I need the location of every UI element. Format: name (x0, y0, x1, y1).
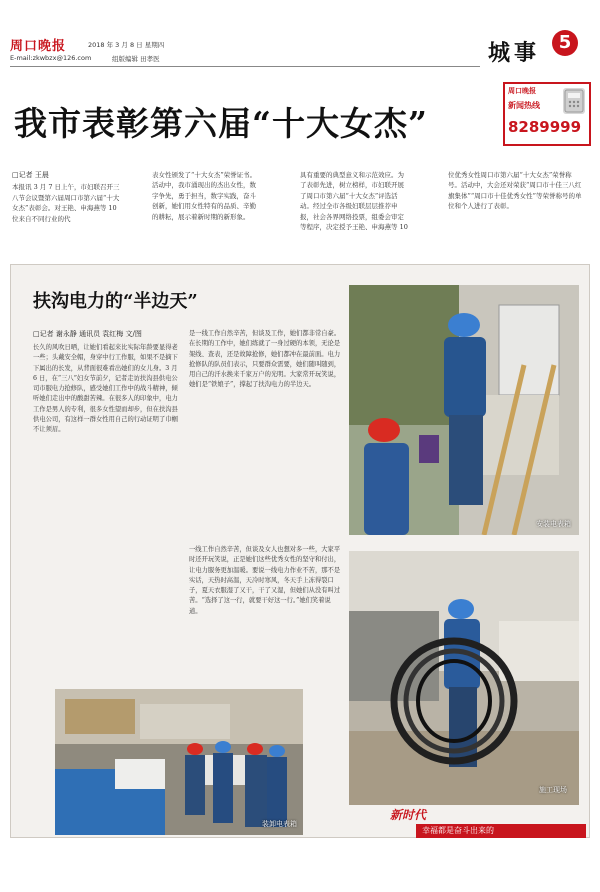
section-title: 城事 (488, 40, 541, 66)
photo-meter-installation (349, 285, 579, 535)
issue-date: 2018 年 3 月 8 日 星期四 (88, 41, 165, 49)
feature-column-2: 是一线工作自然辛苦，但谈及工作，她们都非常自豪。在长期的工作中，她们练就了一身过硬的本领，无论是架线、查表，还是故障抢修，她们都冲在最前面。电力抢修队的队员们表示，只要群众需要，她们随叫随到，用自己的汗水换来千家万户的光明。大家常开玩笑说，她们是“铁娘子”，撑起了扶沟电力的半边天。 (189, 330, 341, 389)
top-article-column-1 (12, 170, 122, 262)
top-article-text-1: 本报讯 3 月 7 日上午，市妇联召开三八节会议暨第六届周口市第六届“十大女杰”表彰会。对王艳、申海燕等 10 位来自不同行业的代 (12, 183, 120, 223)
photo-construction-site (349, 551, 579, 805)
photo-caption-construction-site: 施工现场 (539, 786, 567, 794)
contact-email[interactable]: E-mail:zkwbzx@126.com (10, 54, 92, 62)
slogan-banner (376, 808, 586, 836)
feature-column-3: 一线工作自然辛苦，但谈及女人也想对多一些，大家平时还开玩笑说，正是她们这些优秀女性的坚守和付出，让电力服务更加温暖。要说一线电力作业不苦，那不是实话，天热时高温，天冷时寒风，冬天手上冻得裂口子，夏天衣服湿了又干，干了又湿，但她们从没有叫过苦。“选择了这一行，就要干好这一行。”她们笑着说道。 (189, 546, 341, 615)
feature-column-1: 长久的风吹日晒，让她们看起来比实际年龄要显得老一些；头戴安全帽，身穿中行工作服，如果不是摘下下属出的长发，从背面很难看出她们的女儿身。3 月 6 日，在“三八”妇女节前夕，记者走访扶沟县供电公司市服电力抢修队，感受她们工作中的战斗精神，倾听她们走出中的酸甜苦辣。在很多人的印象中，电力工作是男人的专利，很多女性望而却步，但在扶沟县供电公司，有这样一群女性用自己的行动证明了巾帼不让须眉。 (33, 344, 178, 434)
top-article-column-3 (300, 170, 410, 262)
top-article (12, 170, 588, 262)
editor-credit: 组版编辑 田孝医 (112, 55, 160, 63)
news-hotline-box (503, 82, 591, 146)
hotline-paper-name: 周口晚报 (508, 86, 536, 95)
feature-byline: □记者 谢永静 通讯员 袁红梅 文/图 (33, 330, 142, 338)
photo-caption-unloading: 装卸电表箱 (262, 820, 297, 828)
telephone-icon (563, 88, 585, 114)
top-article-text-3: 具有重要的典型意义和示范效应。为了表彰先进，树立榜样，市妇联开展了周口市第六届“十大女杰”评选活动。经过全市各级妇联层层推荐申报，社会各界网络投票，组委会审定等程序，决定授予王艳、申海燕等 10 (300, 171, 408, 232)
feature-title: 扶沟电力的“半边天” (33, 291, 198, 312)
top-article-column-4 (448, 170, 584, 262)
newspaper-logo: 周口晚报 (10, 39, 67, 54)
photo-unloading-meter-boxes (55, 689, 303, 835)
banner-slogan: 幸福都是奋斗出来的 (416, 824, 586, 838)
masthead-rule (10, 66, 480, 67)
hotline-label: 新闻热线 (508, 101, 540, 110)
main-headline: 我市表彰第六届“十大女杰” (14, 104, 428, 143)
top-article-byline: □记者 王晨 (12, 171, 49, 179)
feature-article (10, 264, 590, 838)
top-article-column-2 (152, 170, 262, 262)
banner-tag: 新时代 (390, 808, 427, 822)
top-article-text-4: 位优秀女性周口市第六届“十大女杰”荣誉称号。活动中，大会还对荣获“周口市十佳三八红旗集体”“周口市十佳优秀女性”等荣誉称号的单位和个人进行了表彰。 (448, 171, 582, 211)
page-number-badge: 5 (552, 30, 578, 56)
photo-caption-meter-installation: 安装电表箱 (536, 520, 571, 528)
top-article-text-2: 表女性颁发了“十大女杰”荣誉证书。活动中，我市涌现出的杰出女性，数字争先，勇于担当，数字实践，奋斗创新，她们用女性特有的品质、辛勤的耕耘，展示着新时期的新形象。 (152, 171, 257, 221)
hotline-number[interactable]: 8289999 (508, 118, 582, 136)
